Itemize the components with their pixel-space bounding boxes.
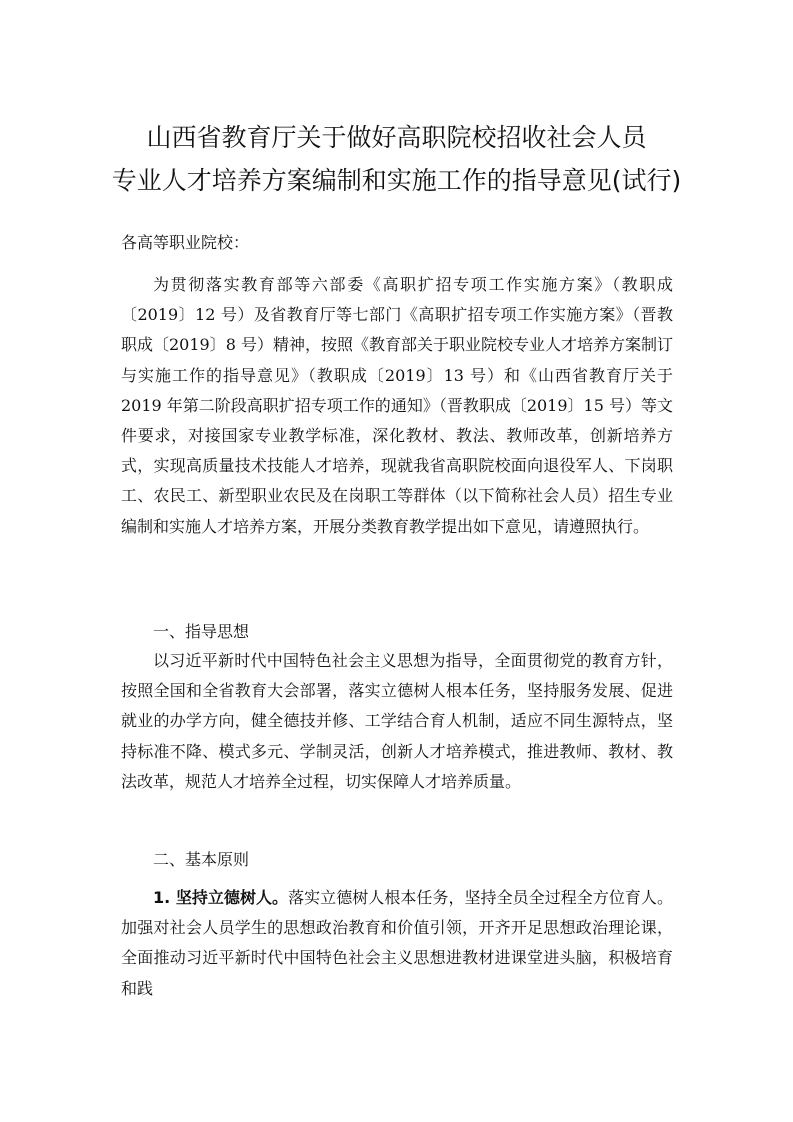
document-title-line-1: 山西省教育厅关于做好高职院校招收社会人员	[146, 123, 647, 152]
principle-1-text: 落实立德树人根本任务，坚持全员全过程全方位育人。加强对社会人员学生的思想政治教育和价值引领，开齐开足思想政治理论课，全面推动习近平新时代中国特色社会主义思想进教材进课堂进头脑，积极培育和践	[121, 888, 673, 998]
intro-paragraph: 为贯彻落实教育部等六部委《高职扩招专项工作实施方案》（教职成〔2019〕12 号）及省教育厅等七部门《高职扩招专项工作实施方案》（晋教职成〔2019〕8 号）精神，按照《教育部关于职业院校专业人才培养方案制订与实施工作的指导意见》（教职成〔2019〕13 号）和《山西省教育厅关于 2019 年第二阶段高职扩招专项工作的通知》（晋教职成〔2019〕15 号）等文件要求，对接国家专业教学标准，深化教材、教法、教师改革，创新培养方式，实现高质量技术技能人才培养，现就我省高职院校面向退役军人、下岗职工、农民工、新型职业农民及在岗职工等群体（以下简称社会人员）招生专业编制和实施人才培养方案，开展分类教育教学提出如下意见，请遵照执行。	[121, 275, 673, 536]
guiding-ideology-paragraph: 以习近平新时代中国特色社会主义思想为指导，全面贯彻党的教育方针，按照全国和全省教育大会部署，落实立德树人根本任务，坚持服务发展、促进就业的办学方向，健全德技并修、工学结合育人机制，适应不同生源特点，坚持标准不降、模式多元、学制灵活，创新人才培养模式，推进教师、教材、教法改革，规范人才培养全过程，切实保障人才培养质量。	[121, 651, 673, 791]
principle-1-paragraph	[121, 883, 673, 1004]
section-heading-guiding-ideology: 一、指导思想	[153, 622, 250, 641]
salutation: 各高等职业院校：	[121, 233, 250, 252]
section-heading-basic-principles: 二、基本原则	[153, 850, 250, 869]
principle-1-lead: 1. 坚持立德树人。	[153, 888, 289, 907]
document-title-line-2: 专业人才培养方案编制和实施工作的指导意见(试行)	[111, 166, 682, 195]
